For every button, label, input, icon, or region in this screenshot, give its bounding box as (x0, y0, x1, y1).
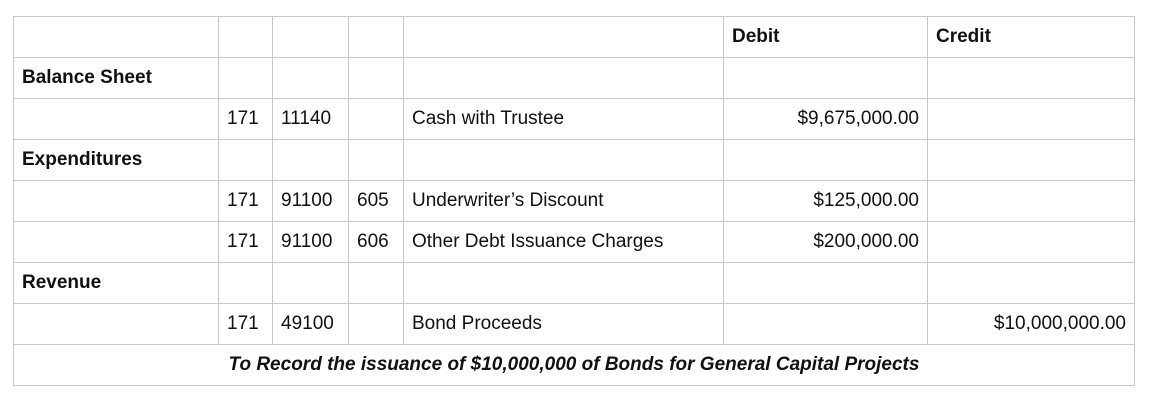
debit-cell (724, 304, 928, 345)
section-row-expenditures (14, 140, 1135, 181)
object-cell (349, 304, 404, 345)
empty-cell (349, 58, 404, 99)
empty-cell (404, 17, 724, 58)
empty-cell (273, 17, 349, 58)
fund-cell: 171 (219, 222, 273, 263)
object-cell: 605 (349, 181, 404, 222)
section-row-revenue (14, 263, 1135, 304)
description-cell: Other Debt Issuance Charges (404, 222, 724, 263)
empty-cell (928, 140, 1135, 181)
fund-cell: 171 (219, 99, 273, 140)
account-cell: 91100 (273, 181, 349, 222)
section-label-balance-sheet: Balance Sheet (14, 58, 219, 99)
credit-header: Credit (928, 17, 1135, 58)
credit-cell: $10,000,000.00 (928, 304, 1135, 345)
section-label-revenue: Revenue (14, 263, 219, 304)
table-row (14, 304, 1135, 345)
credit-cell (928, 99, 1135, 140)
empty-cell (273, 58, 349, 99)
empty-cell (14, 17, 219, 58)
empty-cell (219, 58, 273, 99)
debit-cell: $125,000.00 (724, 181, 928, 222)
empty-cell (14, 99, 219, 140)
fund-cell: 171 (219, 304, 273, 345)
empty-cell (928, 263, 1135, 304)
account-cell: 11140 (273, 99, 349, 140)
empty-cell (349, 17, 404, 58)
description-cell: Cash with Trustee (404, 99, 724, 140)
table-row (14, 99, 1135, 140)
empty-cell (14, 304, 219, 345)
empty-cell (724, 140, 928, 181)
object-cell (349, 99, 404, 140)
header-row (14, 17, 1135, 58)
empty-cell (349, 140, 404, 181)
debit-cell: $9,675,000.00 (724, 99, 928, 140)
entry-caption: To Record the issuance of $10,000,000 of Bonds for General Capital Projects (14, 345, 1135, 386)
object-cell: 606 (349, 222, 404, 263)
empty-cell (14, 222, 219, 263)
empty-cell (219, 263, 273, 304)
empty-cell (724, 58, 928, 99)
table-row (14, 222, 1135, 263)
empty-cell (404, 140, 724, 181)
account-cell: 49100 (273, 304, 349, 345)
empty-cell (273, 140, 349, 181)
credit-cell (928, 222, 1135, 263)
empty-cell (404, 263, 724, 304)
empty-cell (273, 263, 349, 304)
description-cell: Underwriter’s Discount (404, 181, 724, 222)
journal-entry-table (13, 16, 1135, 386)
empty-cell (724, 263, 928, 304)
empty-cell (14, 181, 219, 222)
section-row-balance-sheet (14, 58, 1135, 99)
empty-cell (404, 58, 724, 99)
empty-cell (219, 17, 273, 58)
debit-header: Debit (724, 17, 928, 58)
credit-cell (928, 181, 1135, 222)
empty-cell (219, 140, 273, 181)
section-label-expenditures: Expenditures (14, 140, 219, 181)
empty-cell (349, 263, 404, 304)
debit-cell: $200,000.00 (724, 222, 928, 263)
fund-cell: 171 (219, 181, 273, 222)
description-cell: Bond Proceeds (404, 304, 724, 345)
account-cell: 91100 (273, 222, 349, 263)
caption-row (14, 345, 1135, 386)
table-row (14, 181, 1135, 222)
empty-cell (928, 58, 1135, 99)
